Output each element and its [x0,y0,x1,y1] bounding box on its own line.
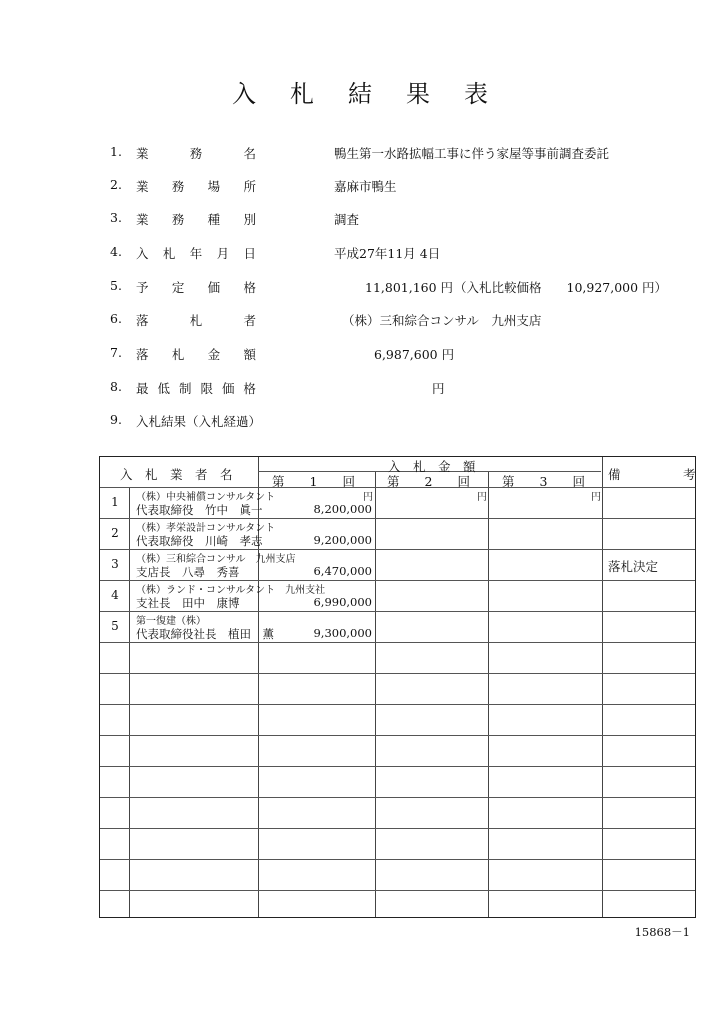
item-row [110,210,700,230]
item-label-char: 務 [171,179,185,194]
item-value: 平成27年11月 4日 [334,246,441,261]
item-label [136,244,256,262]
item-label-char: 札 [171,347,185,362]
item-number: 3. [110,210,122,225]
item-number: 2. [110,177,122,192]
col-divider-round3 [602,457,603,917]
item-label-char: 年 [189,246,203,261]
bid-amount-round-1: 6,990,000 [313,595,372,609]
unit-round-3: 円 [591,492,601,503]
row-divider [100,704,695,705]
header-bid-amount: 入 札 金 額 [388,459,476,474]
row-index: 2 [111,526,119,540]
bidder-representative: 代表取締役 川崎 孝志 [136,534,263,548]
item-row [110,278,700,298]
bid-amount-round-1: 8,200,000 [313,502,372,516]
item-label-char: 業 [136,212,149,227]
document-title: 入札結果表 [232,80,522,108]
item-label-char: 札 [189,313,203,328]
item-value: （株）三和綜合コンサル 九州支店 [342,313,542,328]
header-bidder-name: 入 札 業 者 名 [120,467,233,482]
item-value: 円 [432,381,445,396]
item-label-char: 低 [157,381,170,396]
item-label-char: 別 [243,212,256,227]
bidder-company: （株）中央補償コンサルタント [136,492,276,503]
item-row [110,345,700,365]
item-row [110,379,700,399]
item-row [110,412,700,432]
item-label-char: 業 [136,179,149,194]
item-label-char: 格 [243,280,256,295]
item-number: 6. [110,311,122,326]
row-index: 1 [111,495,119,509]
col-divider-round1 [375,471,376,917]
bidder-representative: 支店長 八尋 秀喜 [136,565,240,579]
header-round-3: 第 3 回 [502,474,585,489]
item-value: 6,987,600 円 [374,347,455,362]
item-label-char: 日 [243,246,256,261]
col-divider-index [129,487,130,917]
bid-amount-round-1: 6,470,000 [313,564,372,578]
item-label-char: 所 [243,179,256,194]
item-label-char: 価 [221,381,235,396]
item-row [110,311,700,331]
header-round-2: 第 2 回 [387,474,470,489]
item-number: 4. [110,244,122,259]
item-row [110,244,700,264]
item-label [136,278,256,296]
row-divider [100,859,695,860]
item-value: 鴨生第一水路拡幅工事に伴う家屋等事前調査委託 [334,146,610,161]
item-label-char: 最 [136,381,149,396]
item-row [110,177,700,197]
item-value: 調査 [334,212,360,227]
row-divider [100,828,695,829]
item-label-char: 入 [136,246,149,261]
item-label-char: 者 [243,313,256,328]
header-round-1: 第 1 回 [272,474,355,489]
item-label-char: 格 [243,381,256,396]
unit-round-2: 円 [477,492,487,503]
row-divider [100,766,695,767]
header-remarks: 備 考 [608,467,696,482]
item-row [110,144,700,164]
bidder-representative: 代表取締役 竹中 眞一 [136,503,263,517]
remark-award: 落札決定 [608,559,659,574]
bidder-representative: 代表取締役社長 植田 薫 [136,627,274,641]
item-label-char: 務 [189,146,203,161]
item-label-char: 月 [216,246,230,261]
row-divider [100,797,695,798]
item-label-char: 札 [162,246,176,261]
bidder-representative: 支社長 田中 康博 [136,596,240,610]
bid-amount-round-1: 9,300,000 [313,626,372,640]
item-label: 入札結果（入札経過） [136,414,262,429]
item-note: （入札比較価格 10,927,000 円） [454,280,668,295]
item-label [136,379,256,397]
bidder-company: （株）孝栄設計コンサルタント [136,523,276,534]
bidder-company: 第一復建（株） [136,616,206,627]
bidder-company: （株）ランド・コンサルタント 九州支社 [136,585,326,596]
item-value: 11,801,160 円 [365,280,454,295]
item-label [136,210,256,228]
row-divider [100,890,695,891]
item-label-char: 予 [136,280,149,295]
item-number: 9. [110,412,122,427]
bid-amount-round-1: 9,200,000 [313,533,372,547]
item-label-char: 制 [178,381,192,396]
item-label-char: 落 [136,313,149,328]
item-label [136,311,256,329]
item-label [136,144,256,162]
row-divider [100,642,695,643]
item-label-char: 額 [243,347,256,362]
item-label-char: 定 [171,280,185,295]
item-number: 8. [110,379,122,394]
item-value: 嘉麻市鴨生 [334,179,397,194]
row-index: 4 [111,588,119,602]
row-index: 5 [111,619,119,633]
item-label-char: 価 [207,280,221,295]
item-label-char: 務 [171,212,185,227]
unit-round-1: 円 [363,492,373,503]
item-number: 5. [110,278,122,293]
item-label-char: 限 [200,381,213,396]
item-label-char: 場 [207,179,221,194]
item-number: 1. [110,144,122,159]
item-label-char: 落 [136,347,149,362]
item-label [136,345,256,363]
bidder-company: （株）三和綜合コンサル 九州支店 [136,554,296,565]
page-number: 15868－1 [634,925,690,939]
item-number: 7. [110,345,122,360]
row-divider [100,735,695,736]
item-label-char: 名 [243,146,256,161]
item-label-char: 種 [207,212,221,227]
item-label-char: 金 [207,347,221,362]
row-index: 3 [111,557,119,571]
item-label [136,177,256,195]
col-divider-round2 [488,471,489,917]
bid-results-table [99,456,696,918]
item-label-char: 業 [136,146,149,161]
row-divider [100,673,695,674]
